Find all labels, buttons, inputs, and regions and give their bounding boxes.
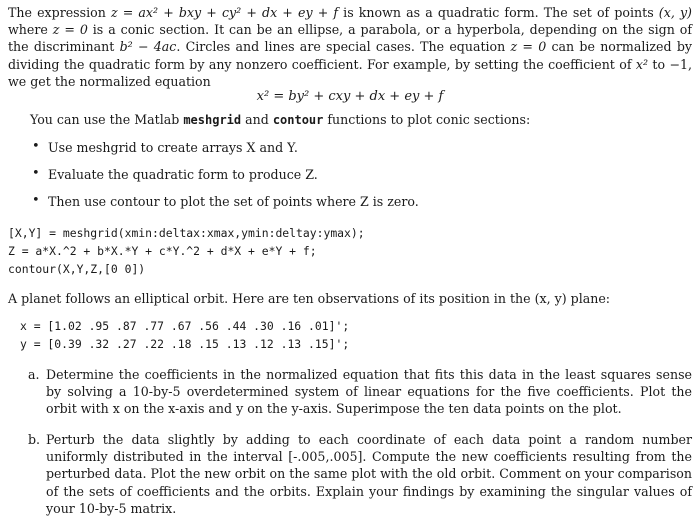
bullet-dot: • <box>32 193 40 208</box>
intro-text-4: is a conic section. It can be an ellipse, a parabola, or a hyperbola, depending on the sign of the discriminant <box>8 22 692 55</box>
question-item-a <box>28 366 692 418</box>
meshgrid-keyword: meshgrid <box>183 113 242 127</box>
z-zero-expression: z = 0 <box>52 22 88 38</box>
intro-text-3: where <box>8 22 53 38</box>
intro-text-5: . Circles and lines are special cases. The equation <box>176 39 511 55</box>
intro-paragraph <box>8 4 692 90</box>
bullet-dot: • <box>32 166 40 181</box>
discriminant-expression: b² − 4ac <box>119 39 177 55</box>
matlab-text-post: functions to plot conic sections: <box>323 112 531 127</box>
intro-text-2: is known as a quadratic form. The set of points <box>338 5 659 20</box>
z-zero-expression-2: z = 0 <box>510 39 547 55</box>
item-label: b. <box>28 432 41 447</box>
planet-description: A planet follows an elliptical orbit. Here are ten observations of its position in the (x, y) plane: <box>8 291 611 306</box>
matlab-text-pre: You can use the Matlab <box>30 112 184 127</box>
item-text: Determine the coefficients in the normalized equation that fits this data in the least squares sense by solving a 10-by-5 overdetermined system of linear equations for the five coefficients. Plot the orbit with x on the x-axis and y on the y-axis. Superimpose the ten data points on the plot. <box>46 367 692 417</box>
code-line: Z = a*X.^2 + b*X.*Y + c*Y.^2 + d*X + e*Y + f; <box>8 244 317 258</box>
bullet-item: Then use contour to plot the set of points where Z is zero. <box>48 194 419 209</box>
question-item-b <box>28 431 692 517</box>
matlab-instructions <box>30 111 530 129</box>
code-line: contour(X,Y,Z,[0 0]) <box>8 262 146 276</box>
intro-text-6: can be normalized by dividing the quadratic form by any nonzero coefficient. For example, by setting the coefficient of <box>8 39 693 72</box>
bullet-dot: • <box>32 139 40 154</box>
normalized-equation: x² = by² + cxy + dx + ey + f <box>256 89 444 104</box>
bullet-item: Use meshgrid to create arrays X and Y. <box>48 140 298 155</box>
data-line-x: x = [1.02 .95 .87 .77 .67 .56 .44 .30 .16 .01]'; <box>20 319 350 333</box>
bullet-item: Evaluate the quadratic form to produce Z. <box>48 167 318 182</box>
contour-keyword: contour <box>272 113 324 127</box>
item-text: Perturb the data slightly by adding to each coordinate of each data point a random number uniformly distributed in the interval [-.005,.005]. Compute the new coefficients resulting from the perturbed data. Plot the new orbit on the same plot with the old orbit. Comment on your comparison of the sets of coefficients and the orbits. Explain your findings by examining the singular values of your 10-by-5 matrix. <box>46 432 692 516</box>
intro-text-1: The expression <box>8 5 111 20</box>
item-label: a. <box>28 367 40 382</box>
code-line: [X,Y] = meshgrid(xmin:deltax:xmax,ymin:deltay:ymax); <box>8 226 365 240</box>
intro-text-7: to −1, we get the normalized equation <box>8 56 693 89</box>
matlab-text-mid: and <box>241 112 273 127</box>
data-line-y: y = [0.39 .32 .27 .22 .18 .15 .13 .12 .13 .15]'; <box>20 337 350 351</box>
x-squared: x² <box>635 56 649 72</box>
quadratic-form-expression: z = ax² + bxy + cy² + dx + ey + f <box>110 5 339 20</box>
point-notation: (x, y) <box>658 5 692 20</box>
